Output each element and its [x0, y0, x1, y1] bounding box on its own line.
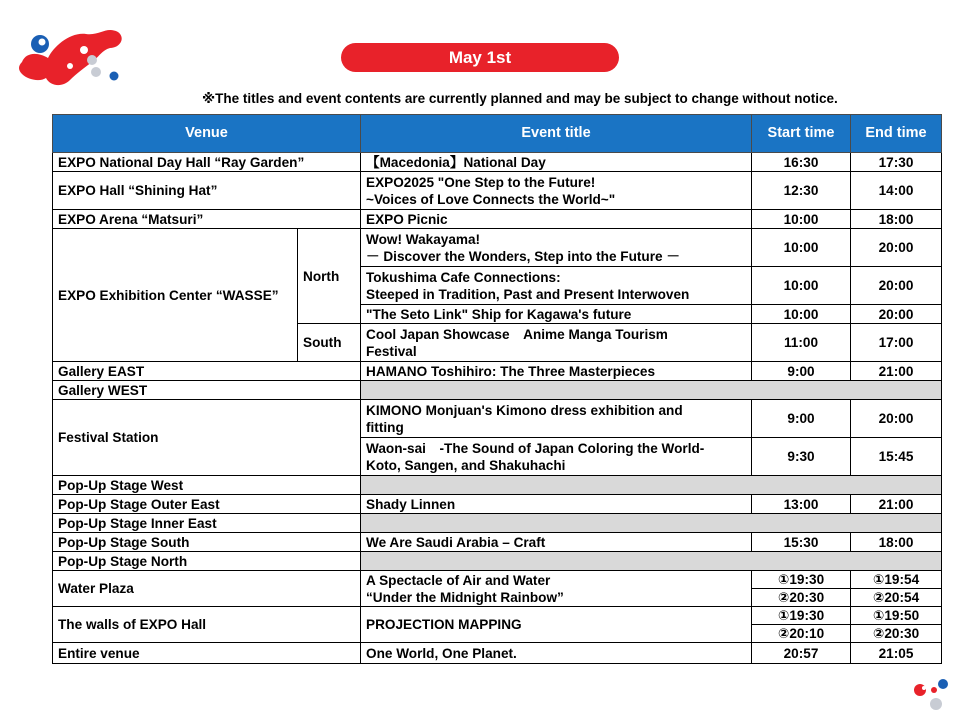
end-time-cell: 14:00 [851, 172, 942, 210]
end-time-cell: 17:30 [851, 153, 942, 172]
event-line-2: － Discover the Wonders, Step into the Future － [366, 248, 680, 264]
event-line-1: A Spectacle of Air and Water [366, 572, 551, 588]
event-line-1: EXPO2025 "One Step to the Future! [366, 174, 596, 190]
start-time-cell: ②20:30 [752, 589, 851, 607]
venue-header: Venue [53, 115, 361, 153]
start-time-cell: ①19:30 [752, 607, 851, 625]
start-time-cell: ②20:10 [752, 625, 851, 643]
end-time-cell: 20:00 [851, 400, 942, 438]
event-cell: One World, One Planet. [361, 643, 752, 664]
start-time-cell: 13:00 [752, 495, 851, 514]
table-row [53, 229, 942, 267]
end-time-cell: 21:05 [851, 643, 942, 664]
event-line-2: Steeped in Tradition, Past and Present Interwoven [366, 286, 690, 302]
notice-text: ※The titles and event contents are currently planned and may be subject to change without notice. [202, 91, 838, 106]
venue-cell: Pop-Up Stage North [53, 552, 361, 571]
table-row [53, 514, 942, 533]
event-cell: PROJECTION MAPPING [361, 607, 752, 643]
event-line-1: Cool Japan Showcase Anime Manga Tourism [366, 326, 668, 342]
date-banner: May 1st [341, 43, 619, 72]
event-cell: We Are Saudi Arabia – Craft [361, 533, 752, 552]
venue-cell: Gallery EAST [53, 362, 361, 381]
venue-cell: EXPO Arena “Matsuri” [53, 210, 361, 229]
expo-small-logo-icon [906, 676, 950, 714]
event-line-2: Koto, Sangen, and Shakuhachi [366, 457, 566, 473]
start-time-cell: 11:00 [752, 324, 851, 362]
table-row [53, 476, 942, 495]
venue-cell: EXPO Hall “Shining Hat” [53, 172, 361, 210]
end-time-cell: ①19:54 [851, 571, 942, 589]
venue-cell: EXPO Exhibition Center “WASSE” [53, 229, 298, 362]
table-row [53, 381, 942, 400]
start-time-header: Start time [752, 115, 851, 153]
end-time-cell: 20:00 [851, 229, 942, 267]
venue-cell: Entire venue [53, 643, 361, 664]
event-cell: "The Seto Link" Ship for Kagawa's future [361, 305, 752, 324]
end-time-cell: ②20:30 [851, 625, 942, 643]
end-time-cell: 21:00 [851, 362, 942, 381]
start-time-cell: 9:00 [752, 400, 851, 438]
event-schedule-table [52, 114, 942, 664]
venue-cell: Gallery WEST [53, 381, 361, 400]
event-cell [361, 172, 752, 210]
table-row [53, 643, 942, 664]
event-line-2: fitting [366, 419, 404, 435]
start-time-cell: ①19:30 [752, 571, 851, 589]
end-time-cell: ②20:54 [851, 589, 942, 607]
table-row [53, 571, 942, 589]
empty-event-cell [361, 514, 942, 533]
end-time-cell: ①19:50 [851, 607, 942, 625]
event-cell [361, 571, 752, 607]
event-line-1: KIMONO Monjuan's Kimono dress exhibition and [366, 402, 683, 418]
empty-event-cell [361, 552, 942, 571]
venue-cell: EXPO National Day Hall “Ray Garden” [53, 153, 361, 172]
venue-cell: Pop-Up Stage West [53, 476, 361, 495]
event-cell [361, 400, 752, 438]
end-time-cell: 20:00 [851, 305, 942, 324]
event-line-2: Festival [366, 343, 417, 359]
start-time-cell: 10:00 [752, 305, 851, 324]
table-row [53, 153, 942, 172]
end-time-cell: 15:45 [851, 438, 942, 476]
start-time-cell: 10:00 [752, 229, 851, 267]
table-row [53, 533, 942, 552]
event-title-header: Event title [361, 115, 752, 153]
event-line-2: “Under the Midnight Rainbow” [366, 589, 564, 605]
event-cell [361, 324, 752, 362]
end-time-cell: 18:00 [851, 210, 942, 229]
table-row [53, 362, 942, 381]
event-line-1: Wow! Wakayama! [366, 231, 481, 247]
venue-cell: Festival Station [53, 400, 361, 476]
start-time-cell: 9:00 [752, 362, 851, 381]
table-row [53, 400, 942, 438]
end-time-cell: 18:00 [851, 533, 942, 552]
venue-cell: Pop-Up Stage Outer East [53, 495, 361, 514]
table-row [53, 172, 942, 210]
start-time-cell: 10:00 [752, 267, 851, 305]
table-row [53, 607, 942, 625]
sub-venue-north: North [298, 229, 361, 324]
table-row [53, 552, 942, 571]
event-cell [361, 229, 752, 267]
table-row [53, 210, 942, 229]
start-time-cell: 20:57 [752, 643, 851, 664]
end-time-header: End time [851, 115, 942, 153]
table-row [53, 495, 942, 514]
end-time-cell: 20:00 [851, 267, 942, 305]
start-time-cell: 12:30 [752, 172, 851, 210]
start-time-cell: 10:00 [752, 210, 851, 229]
table-header-row [53, 115, 942, 153]
venue-cell: Water Plaza [53, 571, 361, 607]
start-time-cell: 15:30 [752, 533, 851, 552]
event-line-2: ~Voices of Love Connects the World~" [366, 191, 616, 207]
expo-logo-icon [14, 22, 126, 90]
end-time-cell: 17:00 [851, 324, 942, 362]
event-cell: 【Macedonia】National Day [361, 153, 752, 172]
event-line-1: Waon-sai -The Sound of Japan Coloring the World- [366, 440, 705, 456]
start-time-cell: 9:30 [752, 438, 851, 476]
end-time-cell: 21:00 [851, 495, 942, 514]
venue-cell: Pop-Up Stage Inner East [53, 514, 361, 533]
event-line-1: Tokushima Cafe Connections: [366, 269, 561, 285]
event-cell: EXPO Picnic [361, 210, 752, 229]
venue-cell: Pop-Up Stage South [53, 533, 361, 552]
event-cell: Shady Linnen [361, 495, 752, 514]
event-cell [361, 438, 752, 476]
empty-event-cell [361, 476, 942, 495]
event-cell [361, 267, 752, 305]
empty-event-cell [361, 381, 942, 400]
event-cell: HAMANO Toshihiro: The Three Masterpieces [361, 362, 752, 381]
start-time-cell: 16:30 [752, 153, 851, 172]
sub-venue-south: South [298, 324, 361, 362]
venue-cell: The walls of EXPO Hall [53, 607, 361, 643]
